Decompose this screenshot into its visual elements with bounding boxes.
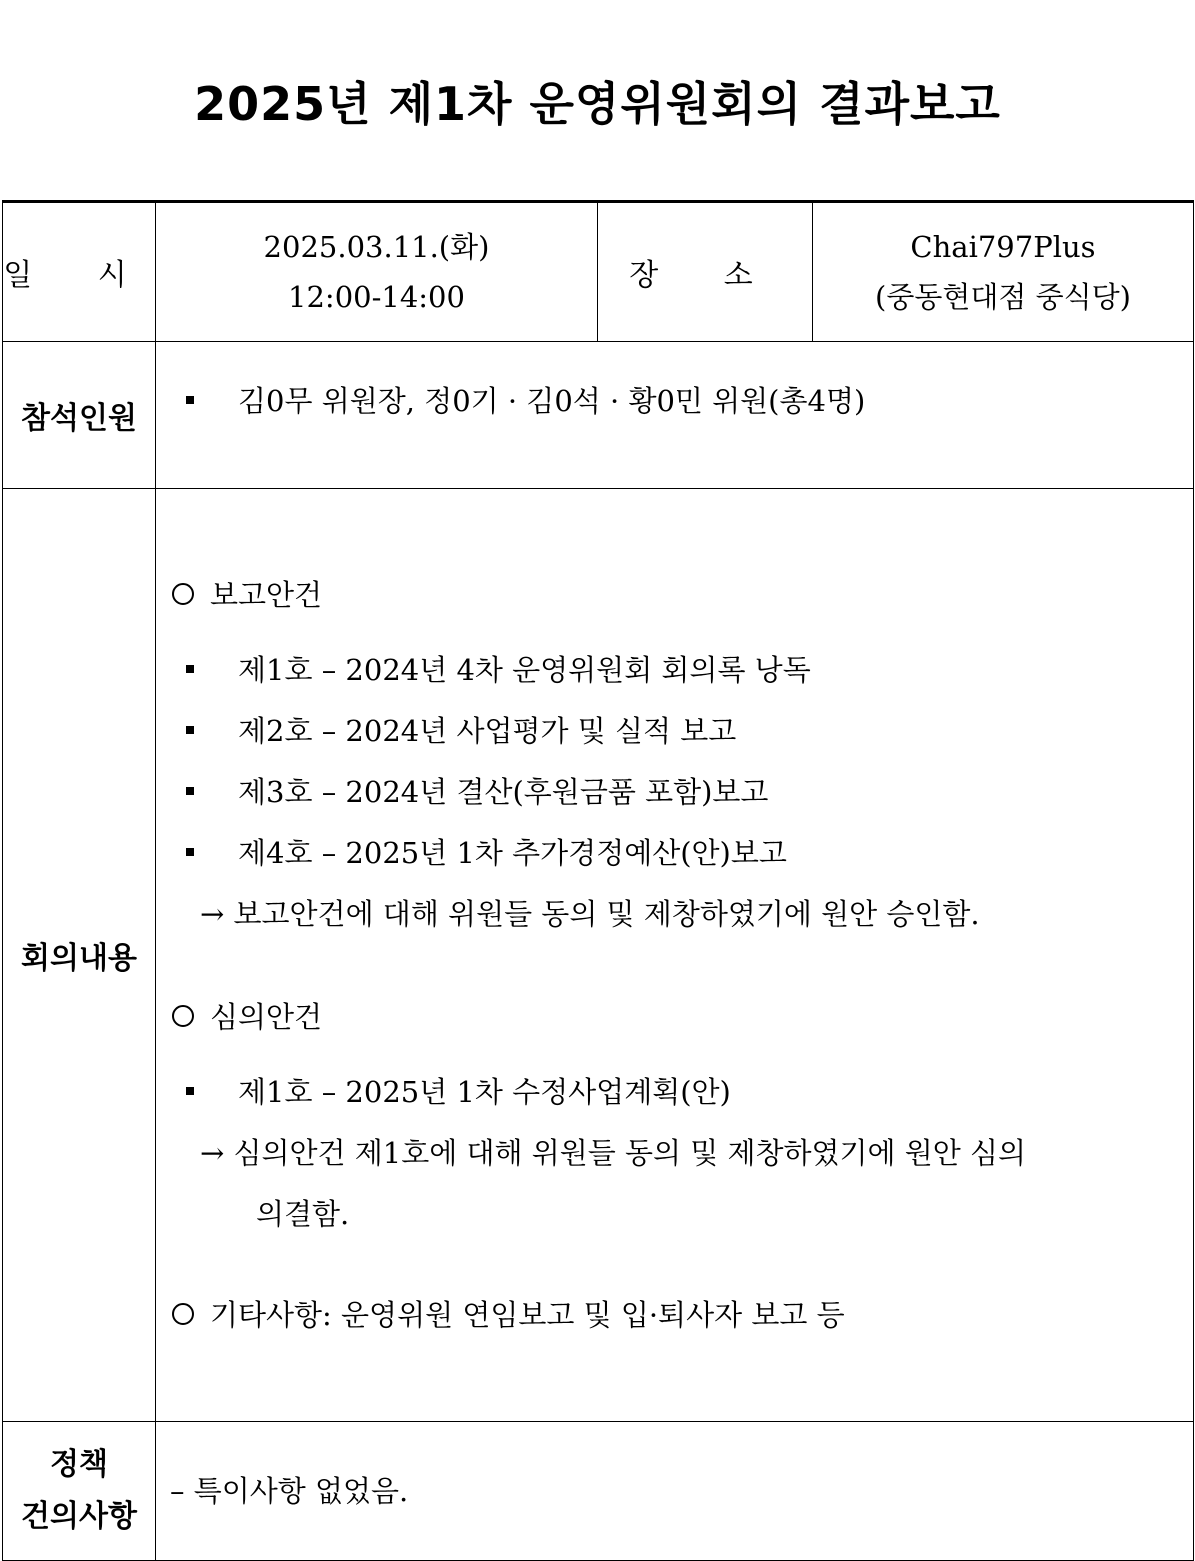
review-result-line1: → 심의안건 제1호에 대해 위원들 동의 및 제창하였기에 원안 심의	[200, 1136, 1027, 1170]
place-detail: (중동현대점 중식당)	[875, 280, 1131, 314]
policy-row	[3, 1422, 1194, 1561]
review-heading: 심의안건	[170, 987, 1193, 1048]
square-bullet-icon	[186, 787, 194, 795]
report-result: → 보고안건에 대해 위원들 동의 및 제창하였기에 원안 승인함.	[200, 897, 980, 931]
date-cell	[156, 202, 598, 342]
date-label: 일 시	[3, 202, 156, 342]
attendees-label: 참석인원	[3, 342, 156, 489]
circle-bullet-icon	[172, 583, 194, 605]
square-bullet-icon	[186, 726, 194, 734]
list-item: 제2호 – 2024년 사업평가 및 실적 보고	[170, 701, 1193, 762]
meeting-label: 회의내용	[3, 489, 156, 1422]
list-item: 제4호 – 2025년 1차 추가경정예산(안)보고	[170, 823, 1193, 884]
list-item: 제3호 – 2024년 결산(후원금품 포함)보고	[170, 762, 1193, 823]
square-bullet-icon	[186, 665, 194, 673]
attendees-row	[3, 342, 1194, 489]
report-heading: 보고안건	[170, 565, 1193, 626]
list-item: 제1호 – 2025년 1차 수정사업계획(안)	[170, 1062, 1193, 1123]
schedule-row	[3, 202, 1194, 342]
square-bullet-icon	[186, 848, 194, 856]
attendees-text: 김0무 위원장, 정0기 · 김0석 · 황0민 위원(총4명)	[238, 383, 866, 418]
report-table	[2, 200, 1194, 1561]
policy-cell	[156, 1422, 1194, 1561]
time-value: 12:00-14:00	[288, 280, 465, 314]
meeting-row	[3, 489, 1194, 1422]
square-bullet-icon	[186, 1087, 194, 1095]
review-result-line2: 의결함.	[256, 1197, 350, 1231]
document-title: 2025년 제1차 운영위원회의 결과보고	[194, 77, 1001, 131]
policy-label: 정책 건의사항	[3, 1422, 156, 1561]
square-bullet-icon	[186, 396, 194, 404]
list-item: 제1호 – 2024년 4차 운영위원회 회의록 낭독	[170, 640, 1193, 701]
circle-bullet-icon	[172, 1303, 194, 1325]
meeting-cell	[156, 489, 1194, 1422]
policy-text: – 특이사항 없었음.	[170, 1473, 409, 1508]
place-value: Chai797Plus	[910, 230, 1096, 264]
date-value: 2025.03.11.(화)	[263, 230, 490, 264]
place-cell	[813, 202, 1194, 342]
other-items: 기타사항: 운영위원 연임보고 및 입·퇴사자 보고 등	[170, 1285, 1193, 1346]
circle-bullet-icon	[172, 1005, 194, 1027]
attendees-cell	[156, 342, 1194, 489]
place-label: 장 소	[598, 202, 813, 342]
